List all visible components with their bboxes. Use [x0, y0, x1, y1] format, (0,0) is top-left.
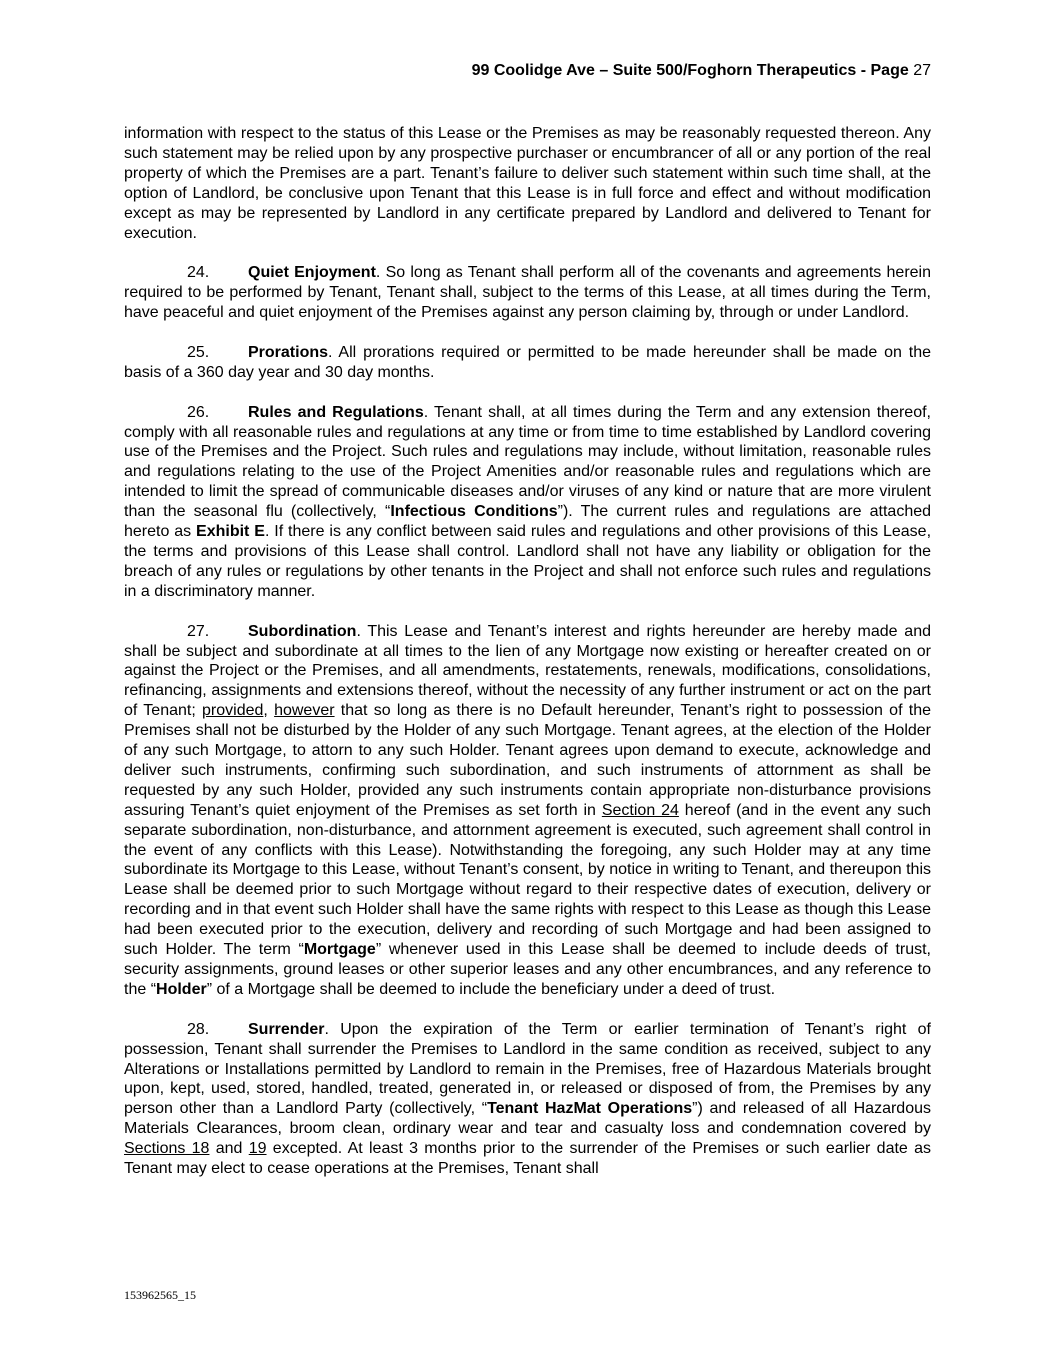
text-run: . All prorations required or permitted to be made hereunder shall be made on the basis of a 360 day year and 30 day months. — [124, 343, 931, 381]
page-number: 27 — [913, 62, 931, 79]
defined-term: Tenant HazMat Operations — [487, 1100, 693, 1118]
defined-term: Holder — [156, 980, 207, 998]
section-number: 24. — [187, 264, 210, 282]
text-run: ” of a Mortgage shall be deemed to include the beneficiary under a deed of trust. — [206, 980, 776, 998]
text-run: . So long as Tenant shall perform all of the covenants and agreements herein required to be performed by Tenant, Tenant shall, subject to the terms of this Lease, at all times during the Term, have peaceful and quiet enjoyment of the Premises against any person claiming by, through or under Landlord. — [124, 264, 931, 322]
text-run: hereof (and in the event any such separate subordination, non-disturbance, and attornment agreement is executed, such agreement shall control in the event of any conflicts with this Lease). Notwithstanding the foregoing, any such Holder may at any time subordinate its Mortgage to this Lease, without Tenant’s consent, by notice in writing to Tenant, and thereupon this Lease shall be deemed prior to such Mortgage without regard to their respective dates of execution, delivery or recording and in that event such Holder shall have the same rights with respect to this Lease as though this Lease had been executed prior to the execution, delivery and recording of such Mortgage and had been assigned to such Holder. The term “ — [124, 801, 931, 959]
cross-reference: Sections 18 — [124, 1140, 210, 1158]
text-run: information with respect to the status of this Lease or the Premises as may be reasonably requested thereon. Any such statement may be relied upon by any prospective purchaser or encumbrancer of all or any portion of the real property of which the Premises are a part. Tenant’s failure to deliver such statement within such time shall, at the option of Landlord, be conclusive upon Tenant that this Lease is in full force and effect and without modification except as may be represented by Landlord in any certificate prepared by Landlord and delivered to Tenant for execution. — [124, 125, 931, 242]
section-number: 26. — [187, 403, 210, 421]
section-27 — [124, 622, 931, 1000]
defined-term: Mortgage — [303, 941, 376, 959]
page-header — [472, 62, 931, 80]
defined-term: Prorations — [248, 343, 329, 361]
text-run: that so long as there is no Default hereunder, Tenant’s right to possession of the Premises shall not be disturbed by the Holder of any such Mortgage. Tenant agrees, at the election of the Holder of any such Mortgage, to attorn to any such Holder. Tenant agrees upon demand to execute, acknowledge and deliver such instruments, confirming such subordination, and such instruments of attornment as shall be requested by any such Holder, provided any such instruments contain appropriate non-disturbance provisions assuring Tenant’s quiet enjoyment of the Premises as set forth in — [124, 702, 931, 819]
defined-term: Infectious Conditions — [390, 503, 558, 521]
text-run: . If there is any conflict between said rules and regulations and other provisions of this Lease, the terms and provisions of this Lease shall control. Landlord shall not have any liability or obligation for the breach of any rules or regulations by other tenants in the Project and shall not enforce such rules and regulations in a discriminatory manner. — [124, 523, 932, 600]
defined-term: Quiet Enjoyment — [248, 264, 376, 282]
text-run: and — [209, 1140, 249, 1158]
cross-reference: provided — [202, 702, 264, 720]
section-number: 25. — [187, 343, 210, 361]
text-run: . Tenant shall, at all times during the Term and any extension thereof, comply with all reasonable rules and regulations at any time or from time to time established by Landlord covering use of the Premises and the Project. Such rules and regulations may include, without limitation, reasonable rules and regulations relating to the use of the Project Amenities and/or reasonable rules and regulations which are intended to limit the spread of communicable diseases and/or viruses of any kind or nature that are more virulent than the seasonal flu (collectively, “ — [124, 403, 931, 521]
defined-term: Exhibit E — [196, 523, 265, 541]
defined-term: Rules and Regulations — [248, 403, 424, 421]
text-run: . This Lease and Tenant’s interest and rights hereunder are hereby made and shall be subject and subordinate at all times to the lien of any Mortgage now existing or hereafter created on or against the Project or the Premises, and all amendments, restatements, renewals, modifications, consolidations, refinancing, assignments and extensions thereof, without the necessity of any further instrument or act on the part of Tenant; — [124, 622, 931, 720]
text-run: ”). The current rules and regulations are attached hereto as — [124, 503, 932, 541]
cross-reference: 19 — [248, 1140, 267, 1158]
defined-term: Surrender — [248, 1020, 325, 1038]
defined-term: Subordination — [248, 622, 357, 640]
text-run: ”) and released of all Hazardous Materials Clearances, broom clean, ordinary wear and tear and casualty loss and condemnation covered by — [124, 1100, 931, 1138]
cross-reference: however — [274, 702, 335, 720]
section-24 — [124, 263, 931, 323]
text-run: excepted. At least 3 months prior to the surrender of the Premises or such earlier date as Tenant may elect to cease operations at the Premises, Tenant shall — [124, 1140, 931, 1178]
document-id: 153962565_15 — [124, 1288, 196, 1302]
text-run: , — [263, 702, 275, 720]
cross-reference: Section 24 — [601, 801, 679, 819]
section-number: 27. — [187, 622, 210, 640]
text-run: ” whenever used in this Lease shall be deemed to include deeds of trust, security assignments, ground leases or other superior leases and any other encumbrances, and any reference to the “ — [124, 941, 932, 998]
section-26 — [124, 403, 931, 602]
section-number: 28. — [187, 1020, 210, 1038]
section-28 — [124, 1020, 931, 1179]
section-25 — [124, 343, 931, 383]
text-run: . Upon the expiration of the Term or earlier termination of Tenant’s right of possession, Tenant shall surrender the Premises to Landlord in the same condition as received, subject to any Alterations or Installations permitted by Landlord to remain in the Premises, free of Hazardous Materials brought upon, kept, used, stored, handled, treated, generated in, or released or disposed of from, the Premises by any person other than a Landlord Party (collectively, “ — [124, 1020, 931, 1118]
document-body — [124, 124, 931, 1199]
paragraph-continuation — [124, 124, 931, 243]
header-title: 99 Coolidge Ave – Suite 500/Foghorn Therapeutics - Page — [471, 62, 909, 79]
